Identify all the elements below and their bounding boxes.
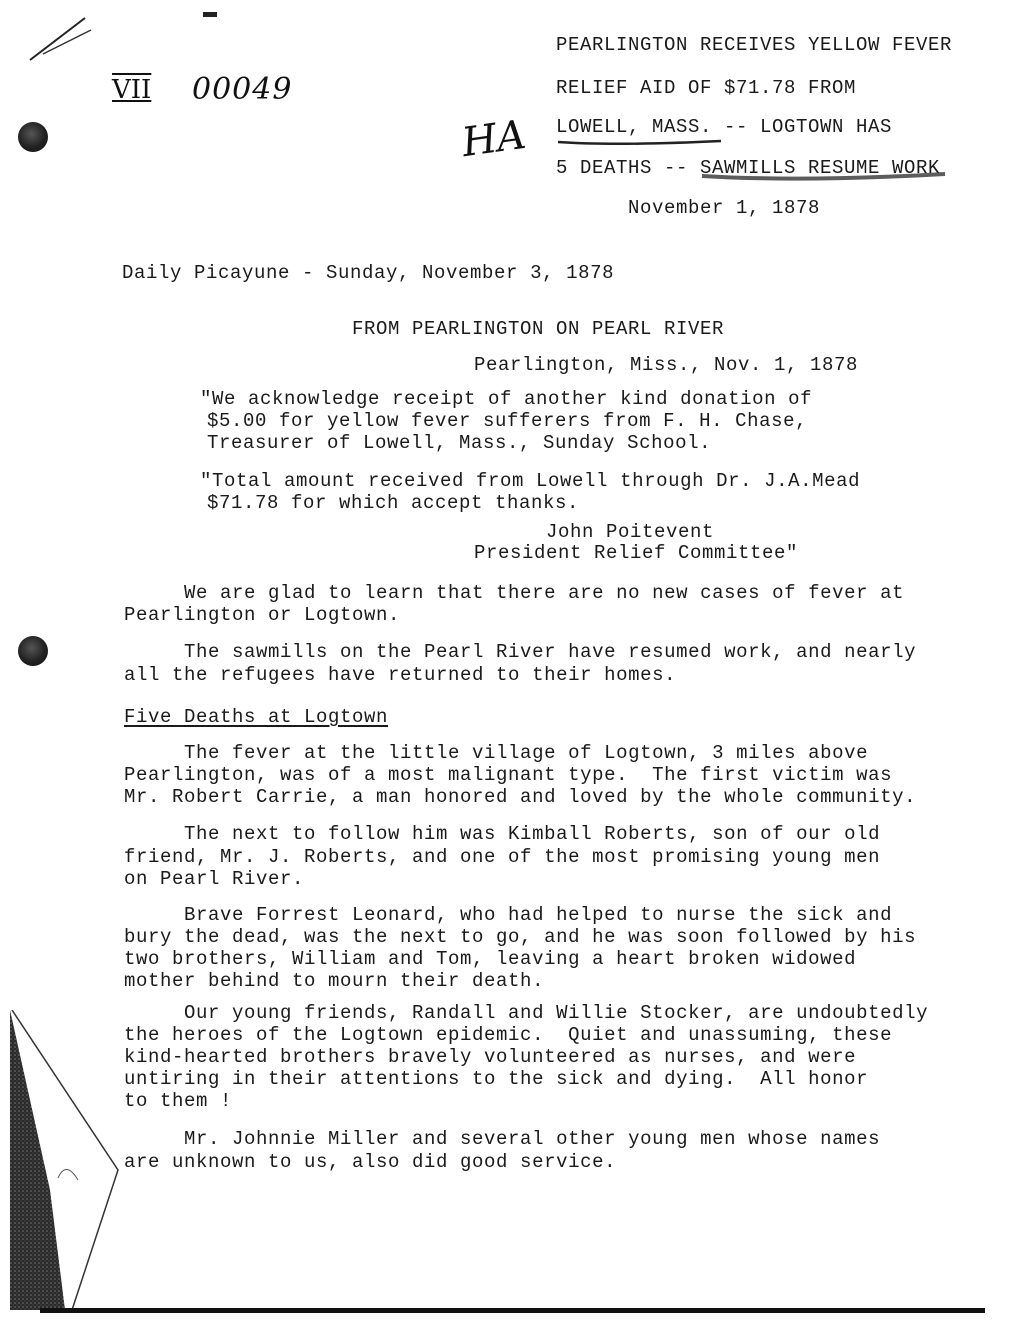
heading-line-4: 5 DEATHS -- SAWMILLS RESUME WORK bbox=[556, 157, 941, 179]
punch-hole-top bbox=[18, 122, 48, 152]
source-line: Daily Picayune - Sunday, November 3, 1878 bbox=[122, 262, 615, 284]
body-line: untiring in their attentions to the sick and dying. All honor bbox=[124, 1068, 869, 1090]
body-line: to them ! bbox=[124, 1090, 233, 1112]
quote-line: Treasurer of Lowell, Mass., Sunday School. bbox=[207, 432, 712, 454]
heading-line-2: RELIEF AID OF $71.78 FROM bbox=[556, 77, 857, 99]
quote-line: "Total amount received from Lowell through Dr. J.A.Mead bbox=[200, 470, 861, 492]
body-line: the heroes of the Logtown epidemic. Quiet and unassuming, these bbox=[124, 1024, 893, 1046]
signature-name: John Poitevent bbox=[546, 521, 715, 543]
body-line: Pearlington, was of a most malignant type. The first victim was bbox=[124, 764, 893, 786]
heading-line-1: PEARLINGTON RECEIVES YELLOW FEVER bbox=[556, 34, 953, 56]
body-line: on Pearl River. bbox=[124, 868, 305, 890]
scan-edge-shadow bbox=[10, 1010, 130, 1310]
body-line: Brave Forrest Leonard, who had helped to nurse the sick and bbox=[124, 904, 893, 926]
article-title: FROM PEARLINGTON ON PEARL RIVER bbox=[352, 318, 725, 340]
heading-date: November 1, 1878 bbox=[628, 197, 821, 219]
speck-mark bbox=[203, 12, 217, 17]
file-number: 00049 bbox=[192, 72, 293, 107]
body-line: bury the dead, was the next to go, and he was soon followed by his bbox=[124, 926, 917, 948]
body-line: Mr. Johnnie Miller and several other young men whose names bbox=[124, 1128, 881, 1150]
pen-stroke-mark bbox=[25, 10, 95, 70]
signature-title: President Relief Committee" bbox=[474, 542, 799, 564]
body-line: Our young friends, Randall and Willie Stocker, are undoubtedly bbox=[124, 1002, 929, 1024]
underline-strike-lowell bbox=[556, 137, 726, 147]
article-dateline: Pearlington, Miss., Nov. 1, 1878 bbox=[474, 354, 859, 376]
heading-line-3: LOWELL, MASS. -- LOGTOWN HAS bbox=[556, 116, 893, 138]
underline-strike-sawmills bbox=[700, 170, 950, 184]
quote-line: $71.78 for which accept thanks. bbox=[207, 492, 580, 514]
body-line: The sawmills on the Pearl River have resumed work, and nearly bbox=[124, 641, 917, 663]
body-line: are unknown to us, also did good service. bbox=[124, 1151, 617, 1173]
body-line: friend, Mr. J. Roberts, and one of the most promising young men bbox=[124, 846, 881, 868]
body-line: all the refugees have returned to their homes. bbox=[124, 664, 677, 686]
quote-line: $5.00 for yellow fever sufferers from F. H. Chase, bbox=[207, 410, 808, 432]
subheading: Five Deaths at Logtown bbox=[124, 706, 389, 728]
quote-line: "We acknowledge receipt of another kind donation of bbox=[200, 388, 813, 410]
body-line: The next to follow him was Kimball Roberts, son of our old bbox=[124, 823, 881, 845]
body-line: two brothers, William and Tom, leaving a heart broken widowed bbox=[124, 948, 857, 970]
body-line: We are glad to learn that there are no new cases of fever at bbox=[124, 582, 905, 604]
page-bottom-edge bbox=[40, 1308, 985, 1313]
punch-hole-middle bbox=[18, 636, 48, 666]
body-line: Pearlington or Logtown. bbox=[124, 604, 401, 626]
body-line: mother behind to mourn their death. bbox=[124, 970, 545, 992]
body-line: kind-hearted brothers bravely volunteered as nurses, and were bbox=[124, 1046, 857, 1068]
body-line: The fever at the little village of Logtown, 3 miles above bbox=[124, 742, 869, 764]
body-line: Mr. Robert Carrie, a man honored and loved by the whole community. bbox=[124, 786, 917, 808]
handwritten-mark: HA bbox=[459, 111, 529, 167]
file-code: VII bbox=[112, 75, 152, 105]
